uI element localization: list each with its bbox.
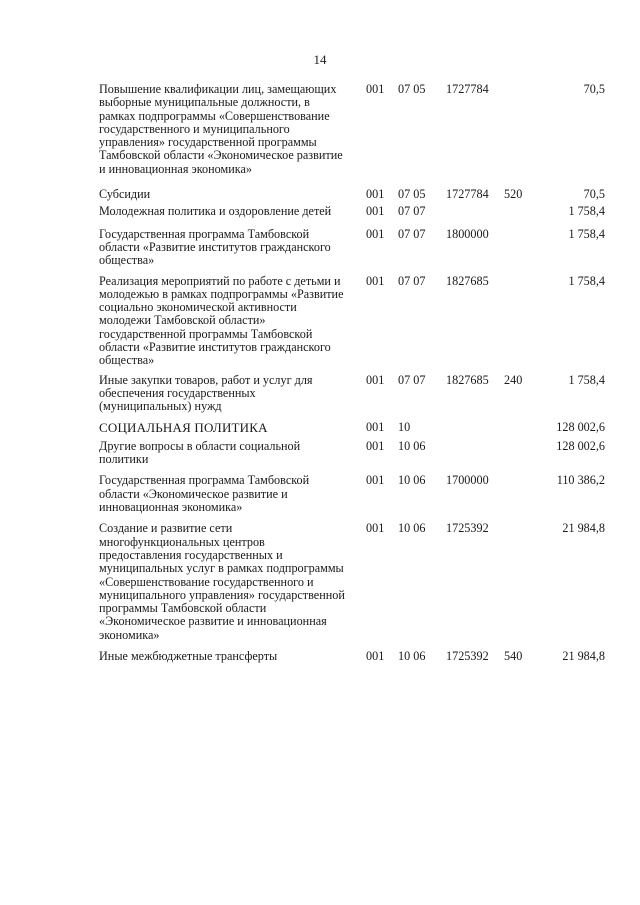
row-amount: 21 984,8 bbox=[562, 648, 605, 663]
row-target-code: 1700000 bbox=[446, 473, 489, 488]
row-section-code: 10 06 bbox=[398, 473, 426, 488]
row-amount: 110 386,2 bbox=[556, 473, 605, 488]
row-section-code: 10 06 bbox=[398, 521, 426, 536]
row-amount: 1 758,4 bbox=[568, 226, 605, 241]
table-row bbox=[0, 275, 640, 368]
row-admin-code: 001 bbox=[366, 273, 385, 288]
row-name: Иные закупки товаров, работ и услуг для обеспечения государственных (муниципальных) нужд bbox=[99, 372, 313, 414]
page-number: 14 bbox=[313, 52, 327, 67]
budget-table bbox=[0, 83, 640, 663]
row-section-code: 07 07 bbox=[398, 204, 426, 219]
row-expense-code: 540 bbox=[504, 648, 523, 663]
row-section-code: 10 bbox=[398, 419, 411, 434]
table-row bbox=[0, 83, 640, 176]
row-admin-code: 001 bbox=[366, 473, 385, 488]
row-admin-code: 001 bbox=[366, 204, 385, 219]
row-amount: 1 758,4 bbox=[568, 273, 605, 288]
row-amount: 1 758,4 bbox=[568, 372, 605, 387]
row-target-code: 1725392 bbox=[446, 648, 489, 663]
row-name: Реализация мероприятий по работе с детьми и молодежью в рамках подпрограммы «Развитие социально экономической активности молодежи Тамбовской области» государственной программы Тамбовской области «Развитие институтов гражданского общества» bbox=[99, 273, 344, 368]
row-section-code: 10 06 bbox=[398, 438, 426, 453]
table-row bbox=[0, 228, 640, 268]
row-target-code: 1727784 bbox=[446, 82, 489, 96]
row-section-code: 07 07 bbox=[398, 273, 426, 288]
row-name: Государственная программа Тамбовской области «Развитие институтов гражданского общества» bbox=[99, 226, 331, 268]
row-section-code: 07 05 bbox=[398, 82, 426, 96]
row-admin-code: 001 bbox=[366, 226, 385, 241]
row-target-code: 1827685 bbox=[446, 273, 489, 288]
row-amount: 70,5 bbox=[583, 82, 605, 96]
table-row bbox=[0, 421, 640, 434]
row-admin-code: 001 bbox=[366, 187, 385, 202]
table-row bbox=[0, 188, 640, 201]
row-amount: 21 984,8 bbox=[562, 521, 605, 536]
row-target-code: 1725392 bbox=[446, 521, 489, 536]
row-amount: 128 002,6 bbox=[556, 419, 605, 434]
row-name: Государственная программа Тамбовской области «Экономическое развитие и инновационная экономика» bbox=[99, 473, 310, 515]
row-name: Создание и развитие сети многофункциональных центров предоставления государственных и муниципальных услуг в рамках подпрограммы «Совершенствование государственного и муниципального управления» государственной программы Тамбовской области «Экономическое развитие и инновационная экономика» bbox=[99, 521, 345, 642]
row-section-code: 07 05 bbox=[398, 187, 426, 202]
row-target-code: 1727784 bbox=[446, 187, 489, 202]
row-admin-code: 001 bbox=[366, 372, 385, 387]
row-admin-code: 001 bbox=[366, 521, 385, 536]
row-expense-code: 520 bbox=[504, 187, 523, 202]
row-admin-code: 001 bbox=[366, 438, 385, 453]
row-target-code: 1827685 bbox=[446, 372, 489, 387]
row-section-code: 07 07 bbox=[398, 372, 426, 387]
row-name: СОЦИАЛЬНАЯ ПОЛИТИКА bbox=[99, 419, 268, 435]
table-row bbox=[0, 522, 640, 642]
table-row bbox=[0, 205, 640, 218]
row-admin-code: 001 bbox=[366, 82, 385, 96]
row-section-code: 07 07 bbox=[398, 226, 426, 241]
row-amount: 128 002,6 bbox=[556, 438, 605, 453]
row-amount: 1 758,4 bbox=[568, 204, 605, 219]
row-admin-code: 001 bbox=[366, 648, 385, 663]
row-name: Повышение квалификации лиц, замещающих выборные муниципальные должности, в рамках подпрограммы «Совершенствование государственного и муниципального управления» государственной программы Тамбовской области «Экономическое развитие и инновационная экономика» bbox=[99, 82, 343, 176]
table-row bbox=[0, 650, 640, 663]
table-row bbox=[0, 440, 640, 467]
row-name: Другие вопросы в области социальной политики bbox=[99, 438, 301, 467]
row-amount: 70,5 bbox=[583, 187, 605, 202]
row-admin-code: 001 bbox=[366, 419, 385, 434]
row-name: Иные межбюджетные трансферты bbox=[99, 648, 278, 663]
table-row bbox=[0, 374, 640, 414]
row-name: Субсидии bbox=[99, 187, 151, 202]
row-name: Молодежная политика и оздоровление детей bbox=[99, 204, 332, 219]
row-section-code: 10 06 bbox=[398, 648, 426, 663]
row-expense-code: 240 bbox=[504, 372, 523, 387]
row-target-code: 1800000 bbox=[446, 226, 489, 241]
table-row bbox=[0, 474, 640, 514]
